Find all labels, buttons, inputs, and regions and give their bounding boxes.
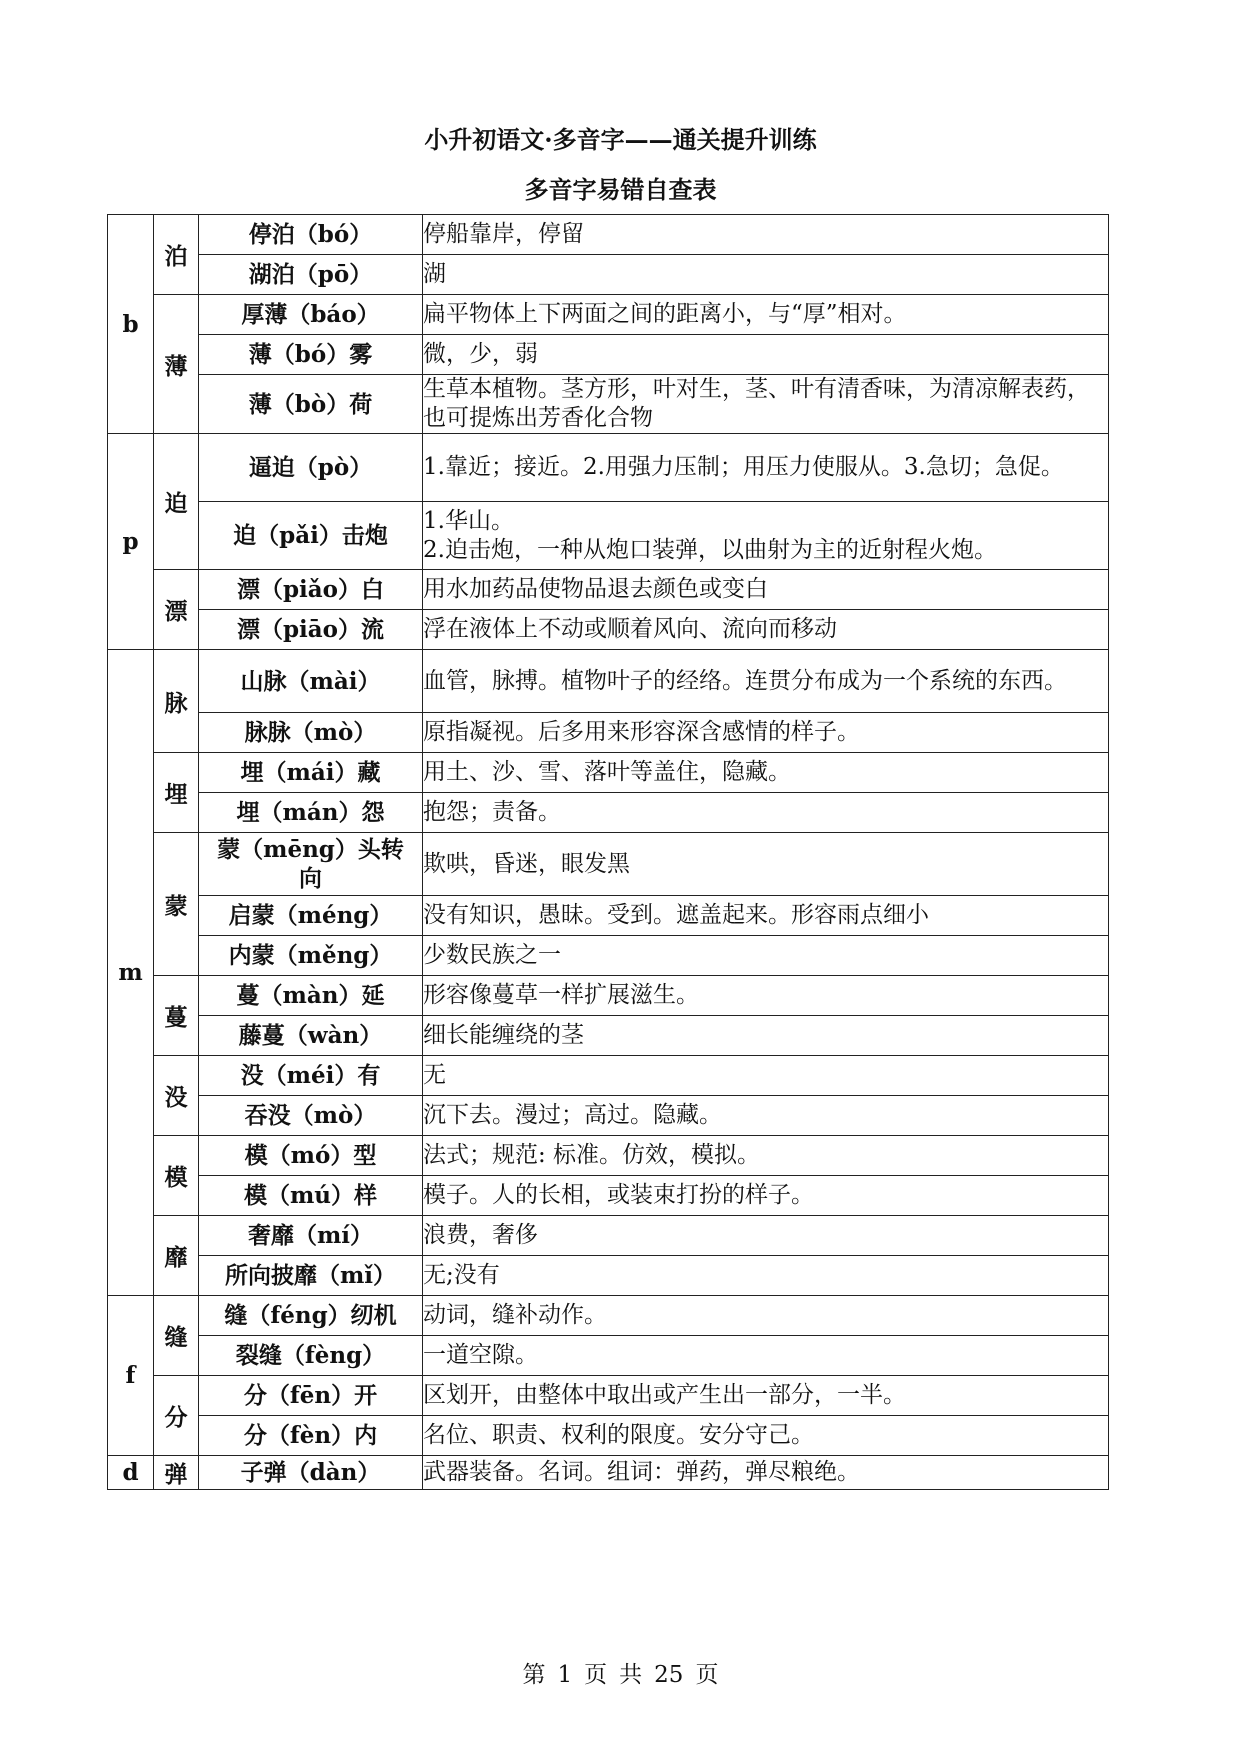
table-row [108, 502, 1109, 570]
word-cell: 湖泊（pō） [199, 255, 423, 295]
character-cell: 蔓 [154, 976, 199, 1056]
footer-page-number: 1 [557, 1662, 573, 1688]
word-cell: 埋（mái）藏 [199, 753, 423, 793]
pinyin-letter-cell: f [108, 1296, 154, 1456]
character-cell: 埋 [154, 753, 199, 833]
word-cell: 没（méi）有 [199, 1056, 423, 1096]
definition-cell: 模子。人的长相，或装束打扮的样子。 [423, 1176, 1109, 1216]
word-cell: 漂（piāo）流 [199, 610, 423, 650]
footer-total-pages: 25 [654, 1662, 684, 1688]
table-row [108, 1416, 1109, 1456]
pinyin-letter-cell: m [108, 650, 154, 1296]
definition-cell: 没有知识，愚昧。受到。遮盖起来。形容雨点细小 [423, 896, 1109, 936]
word-cell: 迫（pǎi）击炮 [199, 502, 423, 570]
definition-cell: 法式；规范: 标准。仿效，模拟。 [423, 1136, 1109, 1176]
word-cell: 埋（mán）怨 [199, 793, 423, 833]
word-cell: 模（mó）型 [199, 1136, 423, 1176]
character-cell: 没 [154, 1056, 199, 1136]
definition-cell: 用土、沙、雪、落叶等盖住，隐藏。 [423, 753, 1109, 793]
word-cell: 漂（piǎo）白 [199, 570, 423, 610]
word-cell: 所向披靡（mǐ） [199, 1256, 423, 1296]
character-cell: 模 [154, 1136, 199, 1216]
word-cell: 模（mú）样 [199, 1176, 423, 1216]
polyphone-table [107, 214, 1109, 1490]
table-row [108, 976, 1109, 1016]
table-row [108, 215, 1109, 255]
word-cell: 内蒙（měng） [199, 936, 423, 976]
definition-cell: 抱怨；责备。 [423, 793, 1109, 833]
table-row [108, 1016, 1109, 1056]
word-cell: 裂缝（fèng） [199, 1336, 423, 1376]
table-row [108, 1336, 1109, 1376]
definition-cell: 湖 [423, 255, 1109, 295]
definition-cell: 少数民族之一 [423, 936, 1109, 976]
character-cell: 泊 [154, 215, 199, 295]
footer-text: 页 [695, 1662, 719, 1688]
definition-cell: 细长能缠绕的茎 [423, 1016, 1109, 1056]
definition-cell: 浮在液体上不动或顺着风向、流向而移动 [423, 610, 1109, 650]
table-row [108, 936, 1109, 976]
character-cell: 迫 [154, 434, 199, 570]
table-row [108, 1456, 1109, 1490]
word-cell: 薄（bò）荷 [199, 375, 423, 434]
word-cell: 厚薄（báo） [199, 295, 423, 335]
word-cell: 启蒙（méng） [199, 896, 423, 936]
footer-text: 共 [619, 1662, 643, 1688]
table-row [108, 650, 1109, 713]
pinyin-letter-cell: d [108, 1456, 154, 1490]
table-row [108, 335, 1109, 375]
table-row [108, 1136, 1109, 1176]
definition-cell: 原指凝视。后多用来形容深含感情的样子。 [423, 713, 1109, 753]
table-row [108, 375, 1109, 434]
table-row [108, 833, 1109, 896]
table-row [108, 793, 1109, 833]
word-cell: 缝（féng）纫机 [199, 1296, 423, 1336]
definition-cell: 1.华山。 2.迫击炮，一种从炮口装弹，以曲射为主的近射程火炮。 [423, 502, 1109, 570]
table-row [108, 1216, 1109, 1256]
table-row [108, 1376, 1109, 1416]
character-cell: 蒙 [154, 833, 199, 976]
character-cell: 分 [154, 1376, 199, 1456]
table-row [108, 434, 1109, 502]
word-cell: 蔓（màn）延 [199, 976, 423, 1016]
pinyin-letter-cell: b [108, 215, 154, 434]
table-row [108, 295, 1109, 335]
page-title: 小升初语文·多音字——通关提升训练 [424, 125, 817, 154]
definition-cell: 欺哄，昏迷，眼发黑 [423, 833, 1109, 896]
word-cell: 吞没（mò） [199, 1096, 423, 1136]
definition-cell: 沉下去。漫过；高过。隐藏。 [423, 1096, 1109, 1136]
definition-cell: 区划开，由整体中取出或产生出一部分，一半。 [423, 1376, 1109, 1416]
table-row [108, 1256, 1109, 1296]
page-subtitle: 多音字易错自查表 [524, 175, 717, 204]
character-cell: 脉 [154, 650, 199, 753]
word-cell: 薄（bó）雾 [199, 335, 423, 375]
definition-cell: 形容像蔓草一样扩展滋生。 [423, 976, 1109, 1016]
word-cell: 奢靡（mí） [199, 1216, 423, 1256]
character-cell: 靡 [154, 1216, 199, 1296]
footer-text: 页 [584, 1662, 608, 1688]
character-cell: 弹 [154, 1456, 199, 1490]
definition-cell: 血管，脉搏。植物叶子的经络。连贯分布成为一个系统的东西。 [423, 650, 1109, 713]
word-cell: 分（fēn）开 [199, 1376, 423, 1416]
word-cell: 脉脉（mò） [199, 713, 423, 753]
definition-cell: 武器装备。名词。组词：弹药，弹尽粮绝。 [423, 1456, 1109, 1490]
footer-text: 第 [522, 1662, 546, 1688]
definition-cell: 动词，缝补动作。 [423, 1296, 1109, 1336]
definition-cell: 生草本植物。茎方形，叶对生，茎、叶有清香味，为清凉解表药，也可提炼出芳香化合物 [423, 375, 1109, 434]
word-cell: 逼迫（pò） [199, 434, 423, 502]
definition-cell: 微，少，弱 [423, 335, 1109, 375]
table-row [108, 1056, 1109, 1096]
definition-cell: 用水加药品使物品退去颜色或变白 [423, 570, 1109, 610]
character-cell: 薄 [154, 295, 199, 434]
definition-cell: 无 [423, 1056, 1109, 1096]
word-cell: 蒙（mēng）头转向 [199, 833, 423, 896]
pinyin-letter-cell: p [108, 434, 154, 650]
definition-cell: 无;没有 [423, 1256, 1109, 1296]
table-row [108, 1096, 1109, 1136]
table-row [108, 753, 1109, 793]
definition-cell: 一道空隙。 [423, 1336, 1109, 1376]
definition-cell: 名位、职责、权利的限度。安分守己。 [423, 1416, 1109, 1456]
word-cell: 子弹（dàn） [199, 1456, 423, 1490]
page-footer [0, 1656, 1241, 1689]
word-cell: 藤蔓（wàn） [199, 1016, 423, 1056]
definition-cell: 扁平物体上下两面之间的距离小，与“厚”相对。 [423, 295, 1109, 335]
table-row [108, 610, 1109, 650]
table-row [108, 570, 1109, 610]
table-row [108, 1296, 1109, 1336]
definition-cell: 1.靠近；接近。2.用强力压制；用压力使服从。3.急切；急促。 [423, 434, 1109, 502]
definition-cell: 浪费，奢侈 [423, 1216, 1109, 1256]
word-cell: 山脉（mài） [199, 650, 423, 713]
word-cell: 停泊（bó） [199, 215, 423, 255]
table-row [108, 1176, 1109, 1216]
word-cell: 分（fèn）内 [199, 1416, 423, 1456]
character-cell: 缝 [154, 1296, 199, 1376]
table-row [108, 896, 1109, 936]
table-row [108, 255, 1109, 295]
definition-cell: 停船靠岸，停留 [423, 215, 1109, 255]
character-cell: 漂 [154, 570, 199, 650]
table-row [108, 713, 1109, 753]
